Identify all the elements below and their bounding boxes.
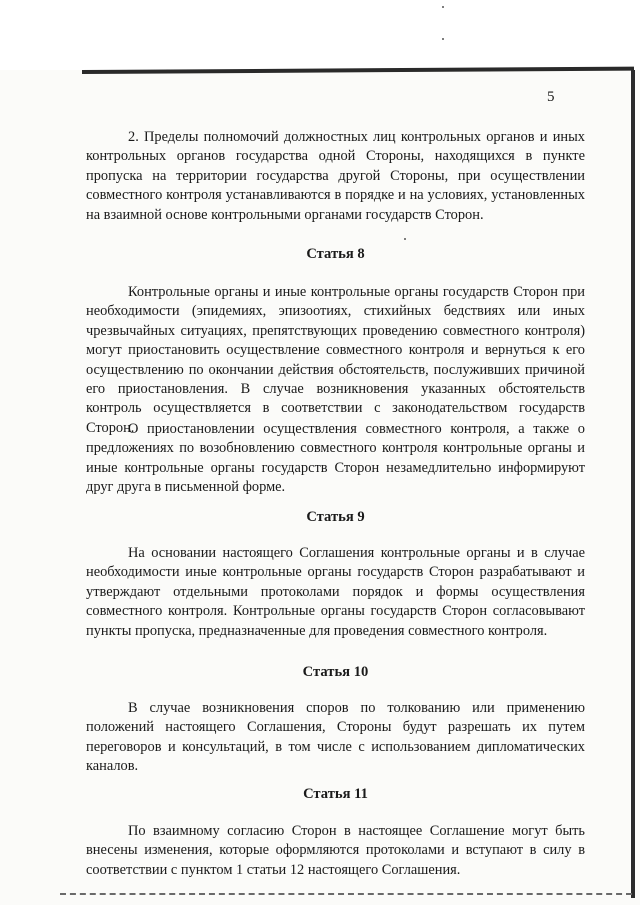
article-11-heading: Статья 11 bbox=[303, 786, 368, 802]
article-8-paragraph-2: О приостановлении осуществления совместного контроля, а также о предложениях по возобновлению совместного контроля контрольные органы и иные контрольные органы государств Сторон незамедлительно информируют друг друга в письменной форме. bbox=[86, 421, 585, 496]
article-10-paragraph-1: В случае возникновения споров по толкованию или применению положений настоящего Соглашения, Стороны будут разрешать их путем переговоров и консультаций, в том числе с использованием дипломатических каналов. bbox=[86, 700, 585, 775]
scan-speck bbox=[442, 6, 444, 8]
scan-speck bbox=[404, 238, 406, 240]
page-number: 5 bbox=[547, 89, 555, 105]
scan-border-right bbox=[631, 70, 635, 898]
article-7-paragraph-2: 2. Пределы полномочий должностных лиц контрольных органов и иных контрольных органов государства одной Стороны, находящихся в пункте пропуска на территории государства другой Стороны, при осуществлении совместного контроля устанавливаются в порядке и на условиях, установленных на взаимной основе контрольными органами государств Сторон. bbox=[86, 129, 585, 223]
article-9-heading: Статья 9 bbox=[306, 509, 365, 525]
article-11-paragraph-1: По взаимному согласию Сторон в настоящее Соглашение могут быть внесены изменения, которые оформляются протоколами и вступают в силу в соответствии с пунктом 1 статьи 12 настоящего Соглашения. bbox=[86, 823, 585, 878]
scan-speck bbox=[442, 38, 444, 40]
article-8-heading: Статья 8 bbox=[306, 246, 365, 262]
article-10-heading: Статья 10 bbox=[302, 664, 369, 680]
scan-border-bottom bbox=[60, 893, 632, 895]
scan-margin-top bbox=[0, 0, 640, 70]
article-8-paragraph-1: Контрольные органы и иные контрольные органы государств Сторон при необходимости (эпидемиях, эпизоотиях, стихийных бедствиях или иных чрезвычайных ситуациях, препятствующих проведению совместного контроля) могут приостановить осуществление совместного контроля и вернуться к его осуществлению по окончании действия обстоятельств, послуживших причиной его приостановления. В случае возникновения указанных обстоятельств контроль осуществляется в соответствии с законодательством государств Сторон. bbox=[86, 284, 585, 436]
article-9-paragraph-1: На основании настоящего Соглашения контрольные органы и в случае необходимости иные контрольные органы государств Сторон разрабатывают и утверждают отдельными протоколами порядок и формы осуществления совместного контроля. Контрольные органы государств Сторон согласовывают пункты пропуска, предназначенные для проведения совместного контроля. bbox=[86, 545, 585, 639]
